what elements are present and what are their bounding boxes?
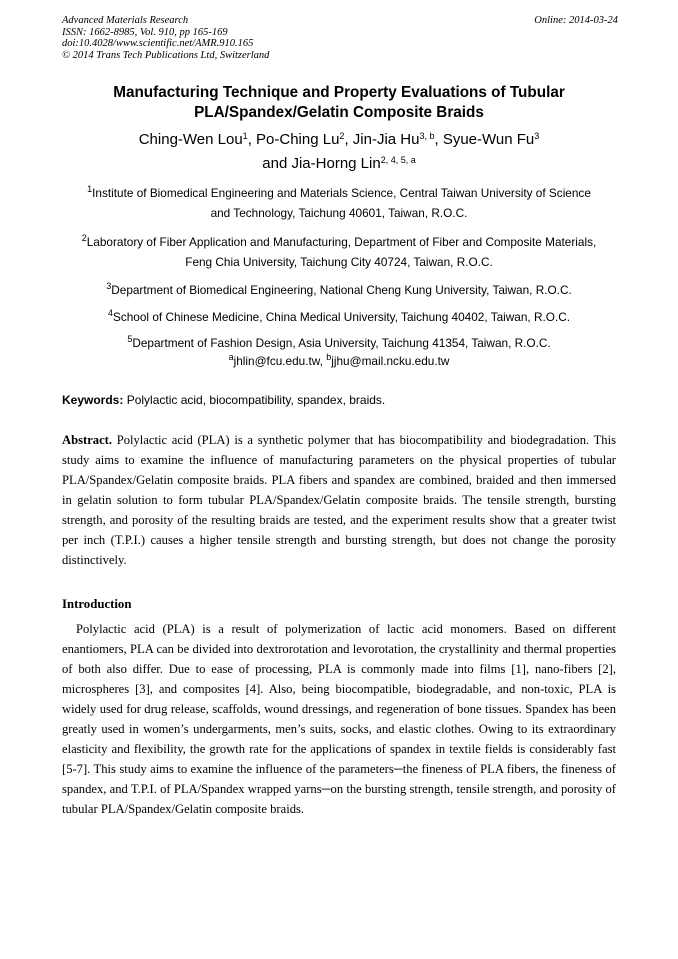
email-line <box>62 352 616 370</box>
affiliation-sup: 1 <box>87 184 93 194</box>
affiliation-2 <box>62 232 616 272</box>
affiliation-sup: 3 <box>106 281 112 291</box>
journal-name: Advanced Materials Research <box>62 15 189 26</box>
issn-line: ISSN: 1662-8985, Vol. 910, pp 165-169 <box>62 26 228 38</box>
title-line-1: Manufacturing Technique and Property Evaluations of Tubular <box>113 84 565 101</box>
doi-line: doi:10.4028/www.scientific.net/AMR.910.165 <box>62 38 254 49</box>
affiliation-text: School of Chinese Medicine, China Medical University, Taichung 40402, Taiwan, R.O.C. <box>112 310 571 324</box>
affiliation-text: Laboratory of Fiber Application and Manufacturing, Department of Fiber and Composite Materials, <box>86 235 597 249</box>
affiliation-text: Department of Biomedical Engineering, National Cheng Kung University, Taiwan, R.O.C. <box>111 283 572 297</box>
author-name: and Jia-Horng Lin <box>262 155 381 172</box>
affiliation-1 <box>62 183 616 223</box>
online-date: Online: 2014-03-24 <box>534 15 618 26</box>
author-separator: , <box>344 131 353 148</box>
abstract <box>62 430 616 570</box>
author-name: Syue-Wun Fu <box>442 131 535 148</box>
journal-header <box>62 15 618 61</box>
author-sup: 3 <box>534 131 540 141</box>
keywords-text: Polylactic acid, biocompatibility, spandex, braids. <box>123 393 386 407</box>
author-separator: , <box>247 131 257 148</box>
author-name: Ching-Wen Lou <box>138 131 243 148</box>
author-separator: , <box>434 131 443 148</box>
copyright-line: © 2014 Trans Tech Publications Ltd, Switzerland <box>62 49 270 61</box>
introduction-paragraph: Polylactic acid (PLA) is a result of polymerization of lactic acid monomers. Based on different enantiomers, PLA can be divided into dextrorotation and levorotation, the crystallinity and thermal properties of both also differ. Due to ease of processing, PLA is commonly made into films [1], nano-fibers [2], microspheres [3], and composites [4]. Also, being biocompatible, biodegradable, and non-toxic, PLA is widely used for drug release, scaffolds, wound dressings, and regeneration of bone tissues. Spandex has been greatly used in women’s undergarments, men’s suits, socks, and elastic clothes. Owing to its extraordinary elasticity and flexibility, the growth rate for the applications of spandex in textile fields is considerably fast [5-7]. This study aims to examine the influence of the parameters─the fineness of PLA fibers, the fineness of spandex, and T.P.I. of PLA/Spandex wrapped yarns─on the bursting strength, tensile strength, and porosity of tubular PLA/Spandex/Gelatin composite braids. <box>62 622 616 816</box>
email-sup: a <box>228 352 234 362</box>
abstract-label: Abstract. <box>62 433 113 447</box>
section-heading-introduction: Introduction <box>62 597 132 611</box>
title-line-2: PLA/Spandex/Gelatin Composite Braids <box>194 104 484 121</box>
affiliation-text: Institute of Biomedical Engineering and Materials Science, Central Taiwan University of Science <box>92 186 591 200</box>
author-sup: 2 <box>339 131 345 141</box>
affiliation-sup: 4 <box>107 308 113 318</box>
author-list <box>62 128 616 176</box>
author-name: Jin-Jia Hu <box>352 131 420 148</box>
affiliation-sup: 2 <box>81 233 87 243</box>
author-line-2 <box>62 152 616 176</box>
affiliation-sup: 5 <box>127 334 133 344</box>
keywords-label: Keywords: <box>62 393 124 407</box>
author-sup: 2, 4, 5, a <box>380 155 416 165</box>
affiliation-text: Department of Fashion Design, Asia University, Taichung 41354, Taiwan, R.O.C. <box>132 336 551 350</box>
affiliation-5 <box>62 334 616 370</box>
author-line-1 <box>62 128 616 152</box>
affiliation-4 <box>62 307 616 327</box>
abstract-text: Polylactic acid (PLA) is a synthetic polymer that has biocompatibility and biodegradation. This study aims to examine the influence of manufacturing parameters on the physical properties of tubular PLA/Spandex/Gelatin composite braids. PLA fibers and spandex are combined, braided and then immersed in gelatin solution to form tubular PLA/Spandex/Gelatin composite braids. The tensile strength, bursting strength, and porosity of the resulting braids are tested, and the experiment results show that a greater twist per inch (T.P.I.) causes a higher tensile strength and bursting strength, but does not change the porosity distinctively. <box>62 433 616 567</box>
author-name: Po-Ching Lu <box>256 131 340 148</box>
keywords <box>62 391 616 409</box>
affiliation-text: Feng Chia University, Taichung City 40724, Taiwan, R.O.C. <box>185 255 493 269</box>
email-sup: b <box>326 352 332 362</box>
affiliation-text: and Technology, Taichung 40601, Taiwan, R.O.C. <box>210 206 468 220</box>
email-a: jhlin@fcu.edu.tw, <box>233 354 327 368</box>
paper-title <box>62 83 616 123</box>
affiliation-3 <box>62 280 616 300</box>
author-sup: 1 <box>242 131 248 141</box>
author-sup: 3, b <box>419 131 435 141</box>
email-b: jjhu@mail.ncku.edu.tw <box>331 354 450 368</box>
